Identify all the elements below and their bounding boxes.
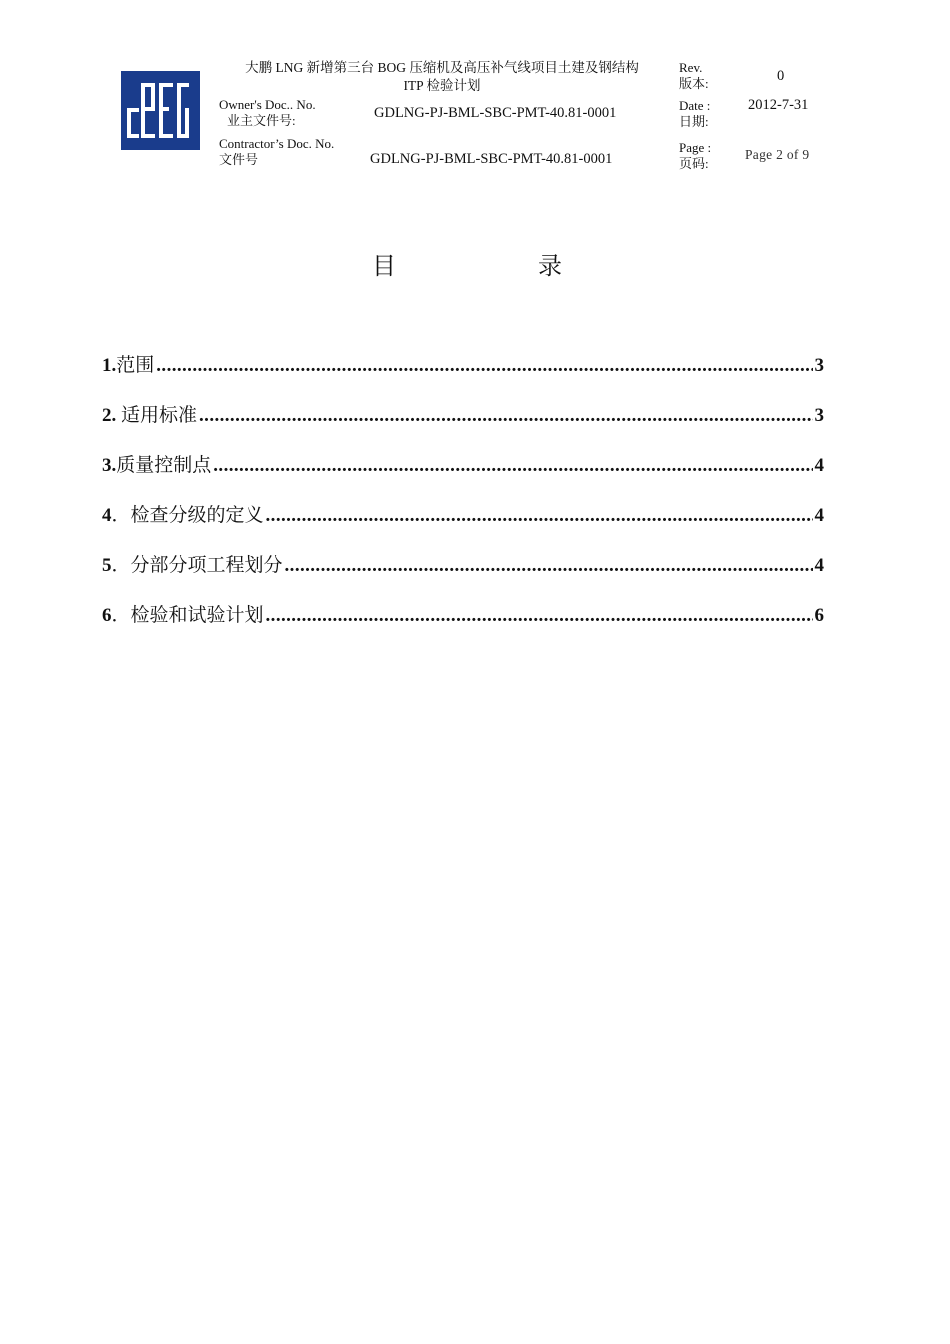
toc-title-char-1: 目 (372, 252, 396, 280)
rev-value: 0 (777, 68, 785, 84)
toc-entry-title: 质量控制点 (116, 454, 212, 476)
company-logo (121, 71, 200, 150)
toc-entry[interactable] (102, 351, 824, 377)
toc-entry[interactable] (102, 451, 824, 477)
toc-entry[interactable] (102, 401, 824, 427)
contractor-doc-label-cn: 文件号 (219, 152, 259, 167)
rev-label (679, 60, 709, 92)
contractor-doc-number: GDLNG-PJ-BML-SBC-PMT-40.81-0001 (370, 151, 613, 167)
project-title (228, 59, 656, 95)
toc-entry[interactable] (102, 501, 824, 527)
page-label-en: Page : (679, 140, 712, 155)
page-label-cn: 页码: (679, 156, 709, 171)
owner-doc-label (219, 97, 316, 129)
toc-leader-dots (213, 455, 812, 477)
toc-leader-dots (199, 405, 812, 427)
toc-leader-dots (156, 355, 812, 377)
toc-leader-dots (285, 555, 813, 577)
owner-doc-label-cn: 业主文件号: (227, 113, 296, 128)
toc-entry-number: 3. (102, 455, 117, 476)
toc-entry-page: 4 (814, 455, 824, 476)
contractor-doc-label (219, 136, 334, 168)
page-number: Page 2 of 9 (745, 147, 810, 162)
page-label (679, 140, 711, 172)
contractor-doc-label-en: Contractor’s Doc. No. (219, 136, 335, 151)
toc-entry-page: 6 (814, 605, 824, 626)
toc-entry-page: 4 (814, 505, 824, 526)
owner-doc-number: GDLNG-PJ-BML-SBC-PMT-40.81-0001 (374, 105, 617, 121)
toc-entry-number: 5 (102, 555, 112, 576)
toc-entry-number: 1. (102, 355, 117, 376)
toc-leader-dots (266, 505, 813, 527)
toc-entry[interactable] (102, 601, 824, 627)
toc-entry-page: 3 (814, 355, 824, 376)
toc-entry-number: 6 (102, 605, 112, 626)
date-label-en: Date : (679, 98, 711, 113)
toc-entry-page: 4 (814, 555, 824, 576)
date-label (679, 98, 710, 130)
toc-entry-title: ．检查分级的定义 (111, 504, 264, 526)
rev-label-cn: 版本: (679, 76, 709, 91)
owner-doc-label-en: Owner's Doc.. No. (219, 97, 316, 112)
date-value: 2012-7-31 (748, 97, 809, 113)
project-title-line2: ITP 检验计划 (403, 78, 481, 93)
toc-entry-title: 适用标准 (121, 404, 198, 426)
rev-label-en: Rev. (679, 60, 703, 75)
toc-entry-number: 2. (102, 405, 121, 426)
toc-entry-title: 范围 (116, 354, 155, 376)
toc-entry-number: 4 (102, 505, 112, 526)
toc-entry[interactable] (102, 551, 824, 577)
date-label-cn: 日期: (679, 114, 709, 129)
toc-entry-page: 3 (814, 405, 824, 426)
toc-title-char-2: 录 (538, 252, 562, 280)
toc-leader-dots (266, 605, 813, 627)
toc-entry-title: ．检验和试验计划 (111, 604, 264, 626)
project-title-line1: 大鹏 LNG 新增第三台 BOG 压缩机及高压补气线项目土建及钢结构 (245, 60, 639, 75)
toc-entry-title: ．分部分项工程划分 (111, 554, 283, 576)
